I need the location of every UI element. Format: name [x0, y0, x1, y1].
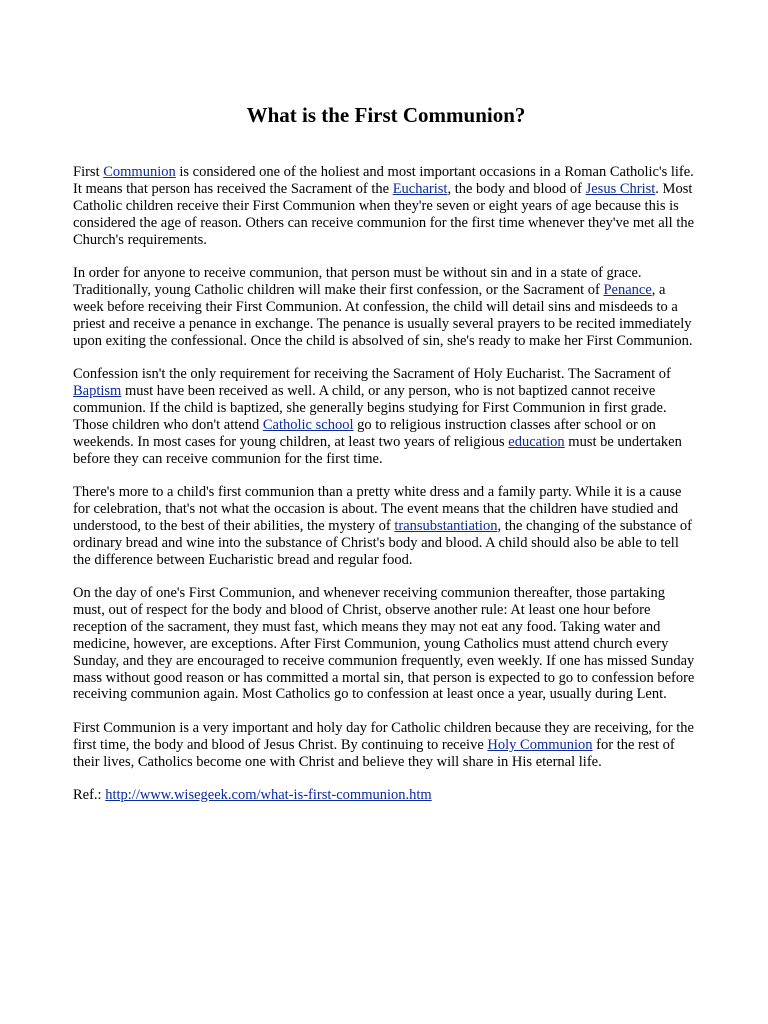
text-run: , the changing of the substance of ordinary bread and wine into the substance of Christ's body and blood. A child should also be able to tell the difference between Eucharistic bread and regular food. — [73, 517, 692, 568]
link-transubstantiation[interactable]: transubstantiation — [394, 517, 498, 534]
paragraph-5 — [73, 585, 699, 703]
link-communion[interactable]: Communion — [103, 164, 176, 180]
paragraph-4 — [73, 484, 699, 569]
link-baptism[interactable]: Baptism — [73, 382, 122, 399]
text-run: . Most Catholic children receive their First Communion when they're seven or eight years of age because this is considered the age of reason. Others can receive communion for the first time whenever they've met all the Church's requirements. — [73, 180, 695, 248]
text-run: Confession isn't the only requirement for receiving the Sacrament of Holy Eucharist. The Sacrament of — [73, 366, 671, 383]
text-run: for the rest of their lives, Catholics become one with Christ and believe they will share in His eternal life. — [73, 736, 675, 770]
paragraph-3 — [73, 366, 699, 467]
link-penance[interactable]: Penance — [603, 281, 652, 298]
text-run: , the body and blood of — [447, 180, 586, 197]
text-run: , a week before receiving their First Communion. At confession, the child will detail sins and misdeeds to a priest and receive a penance in exchange. The penance is usually several prayers to be recited immediately upon exiting the confessional. Once the child is absolved of sin, she's ready to make her First Communion. — [73, 281, 693, 349]
text-run: Ref.: — [73, 787, 106, 804]
paragraph-7 — [73, 787, 699, 804]
link-holy-communion[interactable]: Holy Communion — [487, 736, 593, 753]
text-run: must have been received as well. A child, or any person, who is not baptized cannot receive communion. If the child is baptized, she generally begins studying for First Communion in first grade. Those children who don't attend — [73, 382, 667, 433]
text-run: There's more to a child's first communion than a pretty white dress and a family party. While it is a cause for celebration, that's not what the occasion is about. The event means that the children have studied and understood, to the best of their abilities, the mystery of — [73, 484, 682, 534]
text-run: In order for anyone to receive communion, that person must be without sin and in a state of grace. Traditionally, young Catholic children will make their first confession, or the Sacrament of — [73, 265, 642, 298]
text-run: First — [73, 164, 104, 180]
paragraph-6 — [73, 720, 699, 771]
text-run: must be undertaken before they can receive communion for the first time. — [73, 433, 682, 467]
document-page — [73, 100, 699, 821]
link-http-www-wisegeek-com-what-is-first-communion-htm[interactable]: http://www.wisegeek.com/what-is-first-communion.htm — [105, 787, 432, 804]
text-run: On the day of one's First Communion, and whenever receiving communion thereafter, those partaking must, out of respect for the body and blood of Christ, observe another rule: At least one hour before reception of the sacrament, they must fast, which means they may not eat any food. Taking water and medicine, however, are exceptions. After First Communion, young Catholics must attend church every Sunday, and they are encouraged to receive communion frequently, even weekly. If one has missed Sunday mass without good reason or has committed a mortal sin, that person is expected to go to confession before receiving communion again. Most Catholics go to confession at least once a year, usually during Lent. — [73, 585, 695, 703]
link-jesus-christ[interactable]: Jesus Christ — [585, 180, 656, 197]
link-eucharist[interactable]: Eucharist — [392, 180, 448, 197]
article-body — [73, 164, 699, 804]
link-catholic-school[interactable]: Catholic school — [262, 416, 354, 433]
paragraph-2 — [73, 265, 699, 350]
text-run: First Communion is a very important and holy day for Catholic children because they are receiving, for the first time, the body and blood of Jesus Christ. By continuing to receive — [73, 719, 694, 753]
paragraph-1 — [73, 164, 699, 249]
text-run: go to religious instruction classes after school or on weekends. In most cases for young children, at least two years of religious — [73, 416, 656, 450]
text-run: is considered one of the holiest and most important occasions in a Roman Catholic's life. It means that person has received the Sacrament of the — [73, 164, 694, 197]
page-title: What is the First Communion? — [246, 103, 526, 127]
link-education[interactable]: education — [508, 433, 565, 450]
